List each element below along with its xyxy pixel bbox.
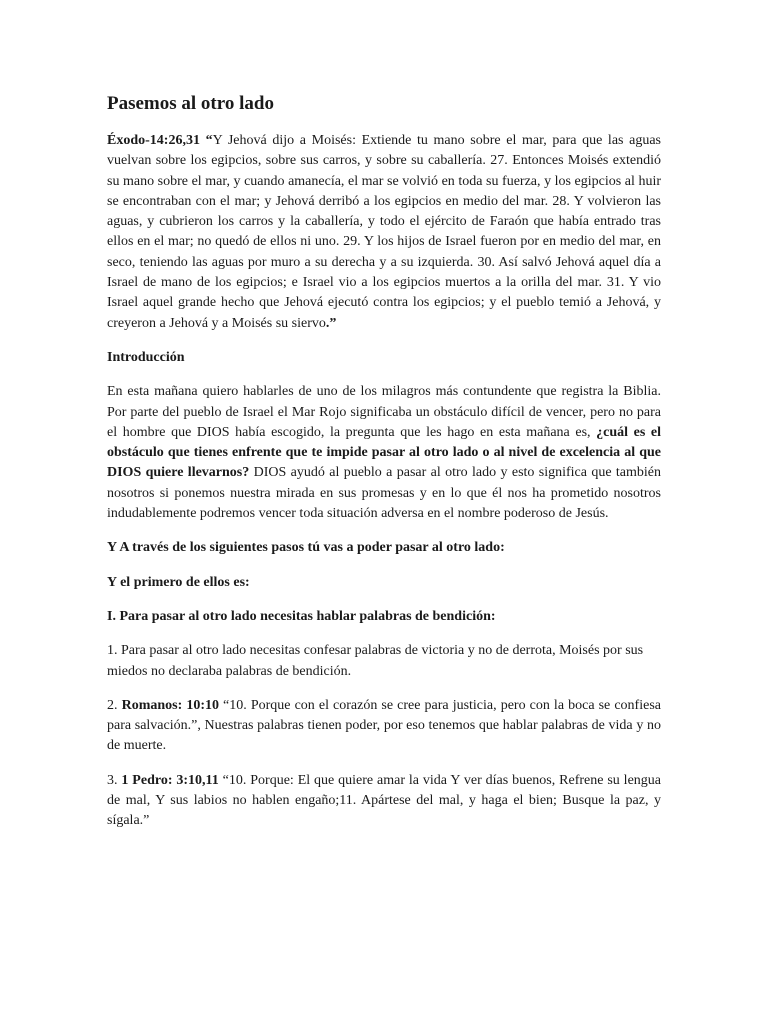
item-2-text: “10. Porque con el corazón se cree para justicia, pero con la boca se confiesa para salvación.”, Nuestras palabras tienen poder, por eso tenemos que hablar palabras de vida y no de muerte. bbox=[107, 697, 661, 754]
point-1-item-3 bbox=[107, 771, 661, 832]
scripture-open-quote: “ bbox=[199, 133, 213, 148]
scripture-paragraph bbox=[107, 131, 661, 334]
point-1-heading: I. Para pasar al otro lado necesitas hablar palabras de bendición: bbox=[107, 608, 496, 624]
document-page bbox=[107, 92, 661, 846]
document-title: Pasemos al otro lado bbox=[107, 93, 274, 114]
item-2-reference: Romanos: 10:10 bbox=[121, 697, 219, 713]
item-3-text: “10. Porque: El que quiere amar la vida Y ver días buenos, Refrene su lengua de mal, Y sus labios no hablen engaño;11. Apártese del mal, y haga el bien; Busque la paz, y sígala.” bbox=[107, 772, 661, 829]
intro-paragraph bbox=[107, 382, 661, 524]
steps-heading: Y A través de los siguientes pasos tú vas a poder pasar al otro lado: bbox=[107, 540, 505, 556]
item-3-number: 3. bbox=[107, 772, 122, 788]
intro-heading: Introducción bbox=[107, 349, 185, 365]
intro-question: ¿cuál es el obstáculo que tienes enfrente que te impide pasar al otro lado o al nivel de excelencia al que DIOS quiere llevarnos? bbox=[107, 424, 662, 481]
item-2-number: 2. bbox=[107, 697, 122, 713]
item-3-reference: 1 Pedro: 3:10,11 bbox=[121, 772, 219, 788]
scripture-reference: Éxodo-14:26,31 bbox=[107, 133, 200, 148]
scripture-close-quote: .” bbox=[325, 315, 337, 331]
point-1-item-2 bbox=[107, 696, 661, 757]
first-step-heading: Y el primero de ellos es: bbox=[107, 574, 250, 590]
scripture-text: Y Jehová dijo a Moisés: Extiende tu mano sobre el mar, para que las aguas vuelvan sobre los egipcios, sobre sus carros, y sobre su caballería. 27. Entonces Moisés extendió su mano sobre el mar, y cuando amanecía, el mar se volvió en toda su fuerza, y los egipcios al huir se encontraban con el mar; y Jehová derribó a los egipcios en medio del mar. 28. Y volvieron las aguas, y cubrieron los carros y la caballería, y todo el ejército de Faraón que había entrado tras ellos en el mar; no quedó de ellos ni uno. 29. Y los hijos de Israel fueron por en medio del mar, en seco, teniendo las aguas por muro a su derecha y a su izquierda. 30. Así salvó Jehová aquel día a Israel de mano de los egipcios; e Israel vio a los egipcios muertos a la orilla del mar. 31. Y vio Israel aquel grande hecho que Jehová ejecutó contra los egipcios; y el pueblo temió a Jehová, y creyeron a Jehová y a Moisés su siervo bbox=[107, 133, 662, 331]
intro-text-1: En esta mañana quiero hablarles de uno de los milagros más contundente que registra la Biblia. Por parte del pueblo de Israel el Mar Rojo significaba un obstáculo difícil de vencer, pero no para el hombre que DIOS había escogido, la pregunta que les hago en esta mañana es, bbox=[107, 384, 661, 440]
point-1-item-1: 1. Para pasar al otro lado necesitas confesar palabras de victoria y no de derrota, Moisés por sus miedos no declaraba palabras de bendición. bbox=[107, 643, 644, 679]
intro-text-2: DIOS ayudó al pueblo a pasar al otro lado y esto significa que también nosotros si ponemos nuestra mirada en sus promesas y en lo que él nos ha prometido nosotros indudablemente podremos vencer toda situación adversa en el nombre poderoso de Jesús. bbox=[107, 465, 662, 522]
